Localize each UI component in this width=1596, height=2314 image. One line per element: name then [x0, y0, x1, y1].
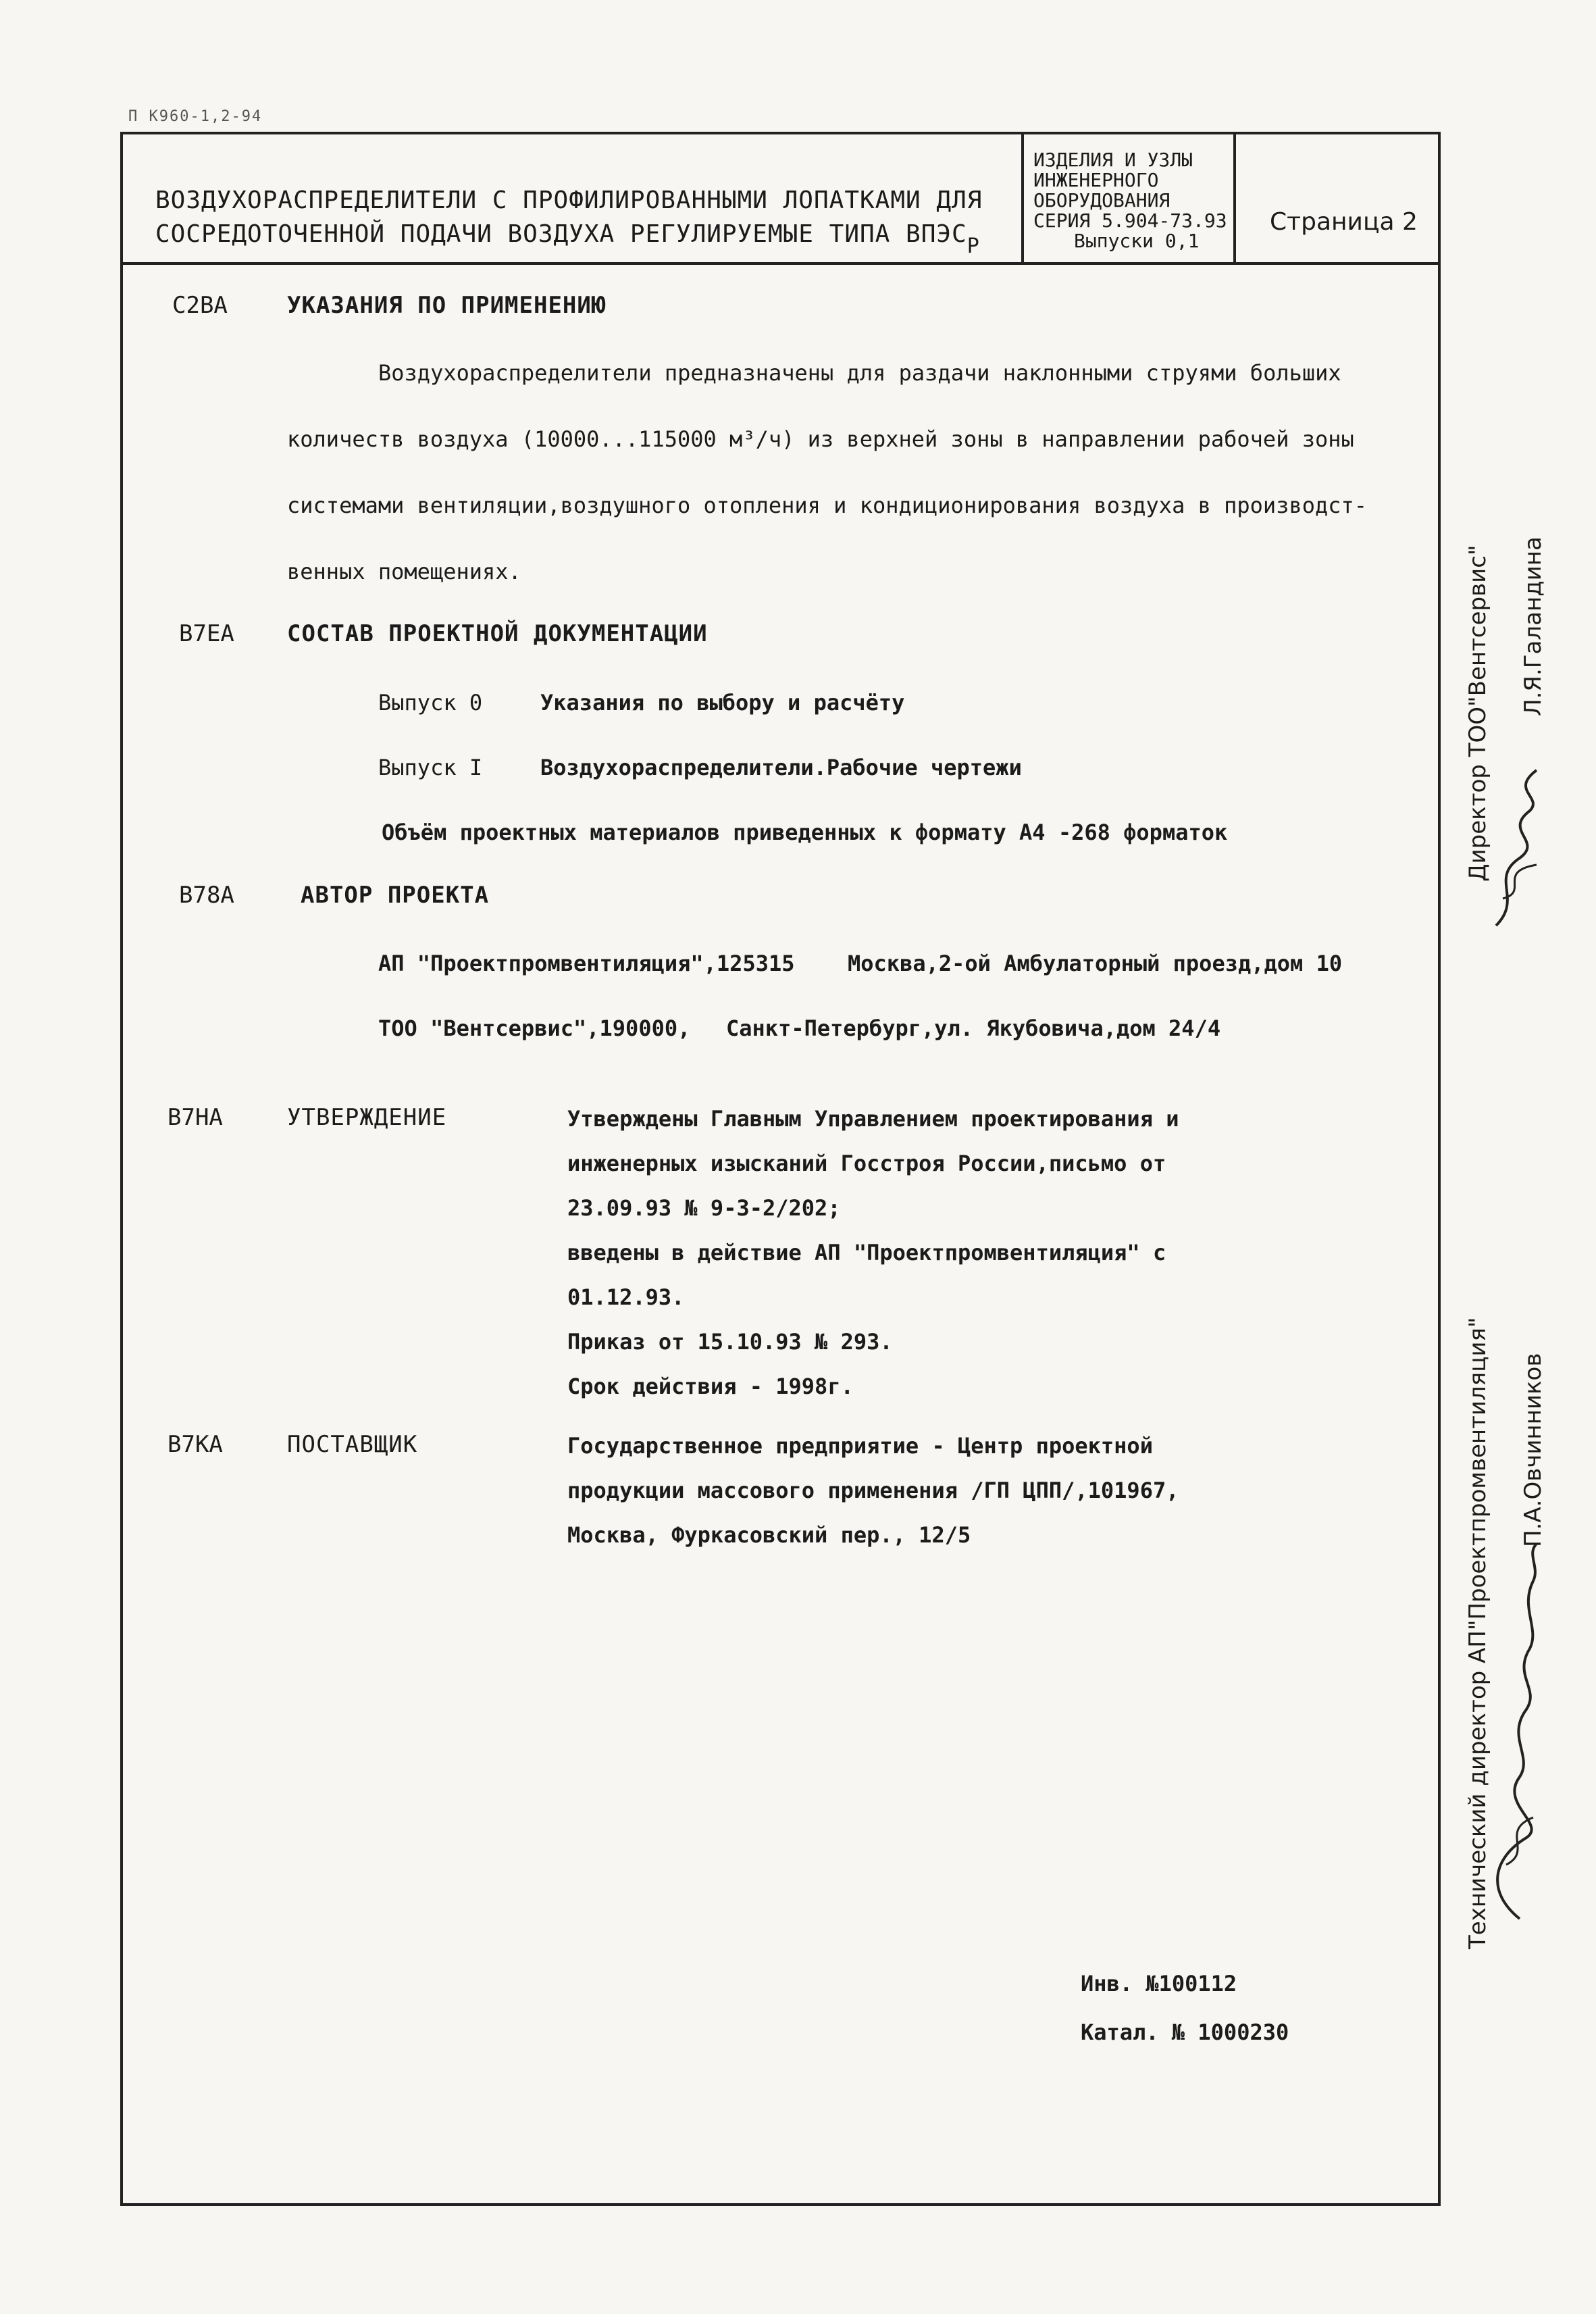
- series-line: СЕРИЯ 5.904-73.93: [1033, 209, 1227, 232]
- title-subscript: Р: [967, 234, 980, 258]
- series-line: ИНЖЕНЕРНОГО: [1033, 169, 1159, 191]
- volume-note: Объём проектных материалов приведенных к формату А4 -268 форматок: [382, 820, 1228, 845]
- series-block: [1033, 150, 1229, 251]
- section-code: В78А: [179, 882, 234, 909]
- body-line: системами вентиляции,воздушного отопления и кондиционирования воздуха в производст-: [287, 493, 1368, 518]
- section-code: С2ВА: [172, 292, 228, 319]
- issue-text: Указания по выбору и расчёту: [540, 690, 905, 715]
- section-title: ПОСТАВЩИК: [287, 1431, 418, 1458]
- section-code: В7ЕА: [179, 620, 234, 647]
- tech-director-name: П.А.Овчинников: [1520, 1353, 1547, 1547]
- author-address: Санкт-Петербург,ул. Якубовича,дом 24/4: [726, 1015, 1221, 1041]
- body-line: 01.12.93.: [567, 1284, 685, 1310]
- header-column-divider-1: [1021, 132, 1024, 263]
- section-title: СОСТАВ ПРОЕКТНОЙ ДОКУМЕНТАЦИИ: [287, 620, 708, 647]
- body-line: продукции массового применения /ГП ЦПП/,101967,: [567, 1478, 1179, 1503]
- document-title: [155, 184, 1000, 258]
- director-name: Л.Я.Галандина: [1520, 536, 1547, 716]
- section-title: УТВЕРЖДЕНИЕ: [287, 1104, 447, 1131]
- author-org: АП "Проектпромвентиляция",125315: [378, 951, 795, 976]
- title-line-2: СОСРЕДОТОЧЕННОЙ ПОДАЧИ ВОЗДУХА РЕГУЛИРУЕМЫЕ ТИПА ВПЭС: [155, 220, 967, 248]
- director-signature: [1483, 763, 1550, 939]
- issue-label: Выпуск 0: [378, 690, 483, 715]
- body-line: Срок действия - 1998г.: [567, 1374, 854, 1399]
- body-line: Приказ от 15.10.93 № 293.: [567, 1329, 893, 1355]
- body-line: 23.09.93 № 9-3-2/202;: [567, 1195, 841, 1221]
- tech-director-title: Технический директор АП"Проектпромвентиляция": [1464, 1317, 1491, 1949]
- series-line: ИЗДЕЛИЯ И УЗЛЫ: [1033, 149, 1193, 171]
- series-line: Выпуски 0,1: [1074, 230, 1200, 252]
- body-line: Государственное предприятие - Центр проектной: [567, 1433, 1153, 1459]
- author-org: ТОО "Вентсервис",190000,: [378, 1015, 691, 1041]
- author-address: Москва,2-ой Амбулаторный проезд,дом 10: [848, 951, 1343, 976]
- inventory-number: Инв. №100112: [1081, 1971, 1237, 1996]
- body-line: инженерных изысканий Госстроя России,письмо от: [567, 1151, 1166, 1176]
- catalog-number: Катал. № 1000230: [1081, 2019, 1289, 2045]
- series-line: ОБОРУДОВАНИЯ: [1033, 189, 1170, 211]
- title-line-1: ВОЗДУХОРАСПРЕДЕЛИТЕЛИ С ПРОФИЛИРОВАННЫМИ ЛОПАТКАМИ ДЛЯ: [155, 186, 983, 214]
- issue-label: Выпуск I: [378, 755, 483, 780]
- body-line: введены в действие АП "Проектпромвентиляция" с: [567, 1240, 1166, 1265]
- document-code-stamp: П К960-1,2-94: [128, 108, 263, 125]
- body-line: Утверждены Главным Управлением проектирования и: [567, 1106, 1179, 1132]
- header-column-divider-2: [1233, 132, 1236, 263]
- tech-director-signature: [1479, 1540, 1553, 1932]
- body-line: количеств воздуха (10000...115000 м³/ч) из верхней зоны в направлении рабочей зоны: [287, 426, 1354, 452]
- section-title: УКАЗАНИЯ ПО ПРИМЕНЕНИЮ: [287, 292, 607, 319]
- body-line: Воздухораспределители предназначены для раздачи наклонными струями больших: [378, 360, 1341, 386]
- header-divider: [120, 262, 1441, 265]
- issue-text: Воздухораспределители.Рабочие чертежи: [540, 755, 1022, 780]
- body-line: Москва, Фуркасовский пер., 12/5: [567, 1522, 971, 1548]
- section-title: АВТОР ПРОЕКТА: [301, 882, 490, 909]
- page-number: Страница 2: [1270, 208, 1418, 236]
- section-code: В7НА: [168, 1104, 223, 1131]
- director-title: Директор ТОО"Вентсервис": [1464, 545, 1491, 882]
- body-line: венных помещениях.: [287, 559, 521, 584]
- section-code: В7КА: [168, 1431, 223, 1458]
